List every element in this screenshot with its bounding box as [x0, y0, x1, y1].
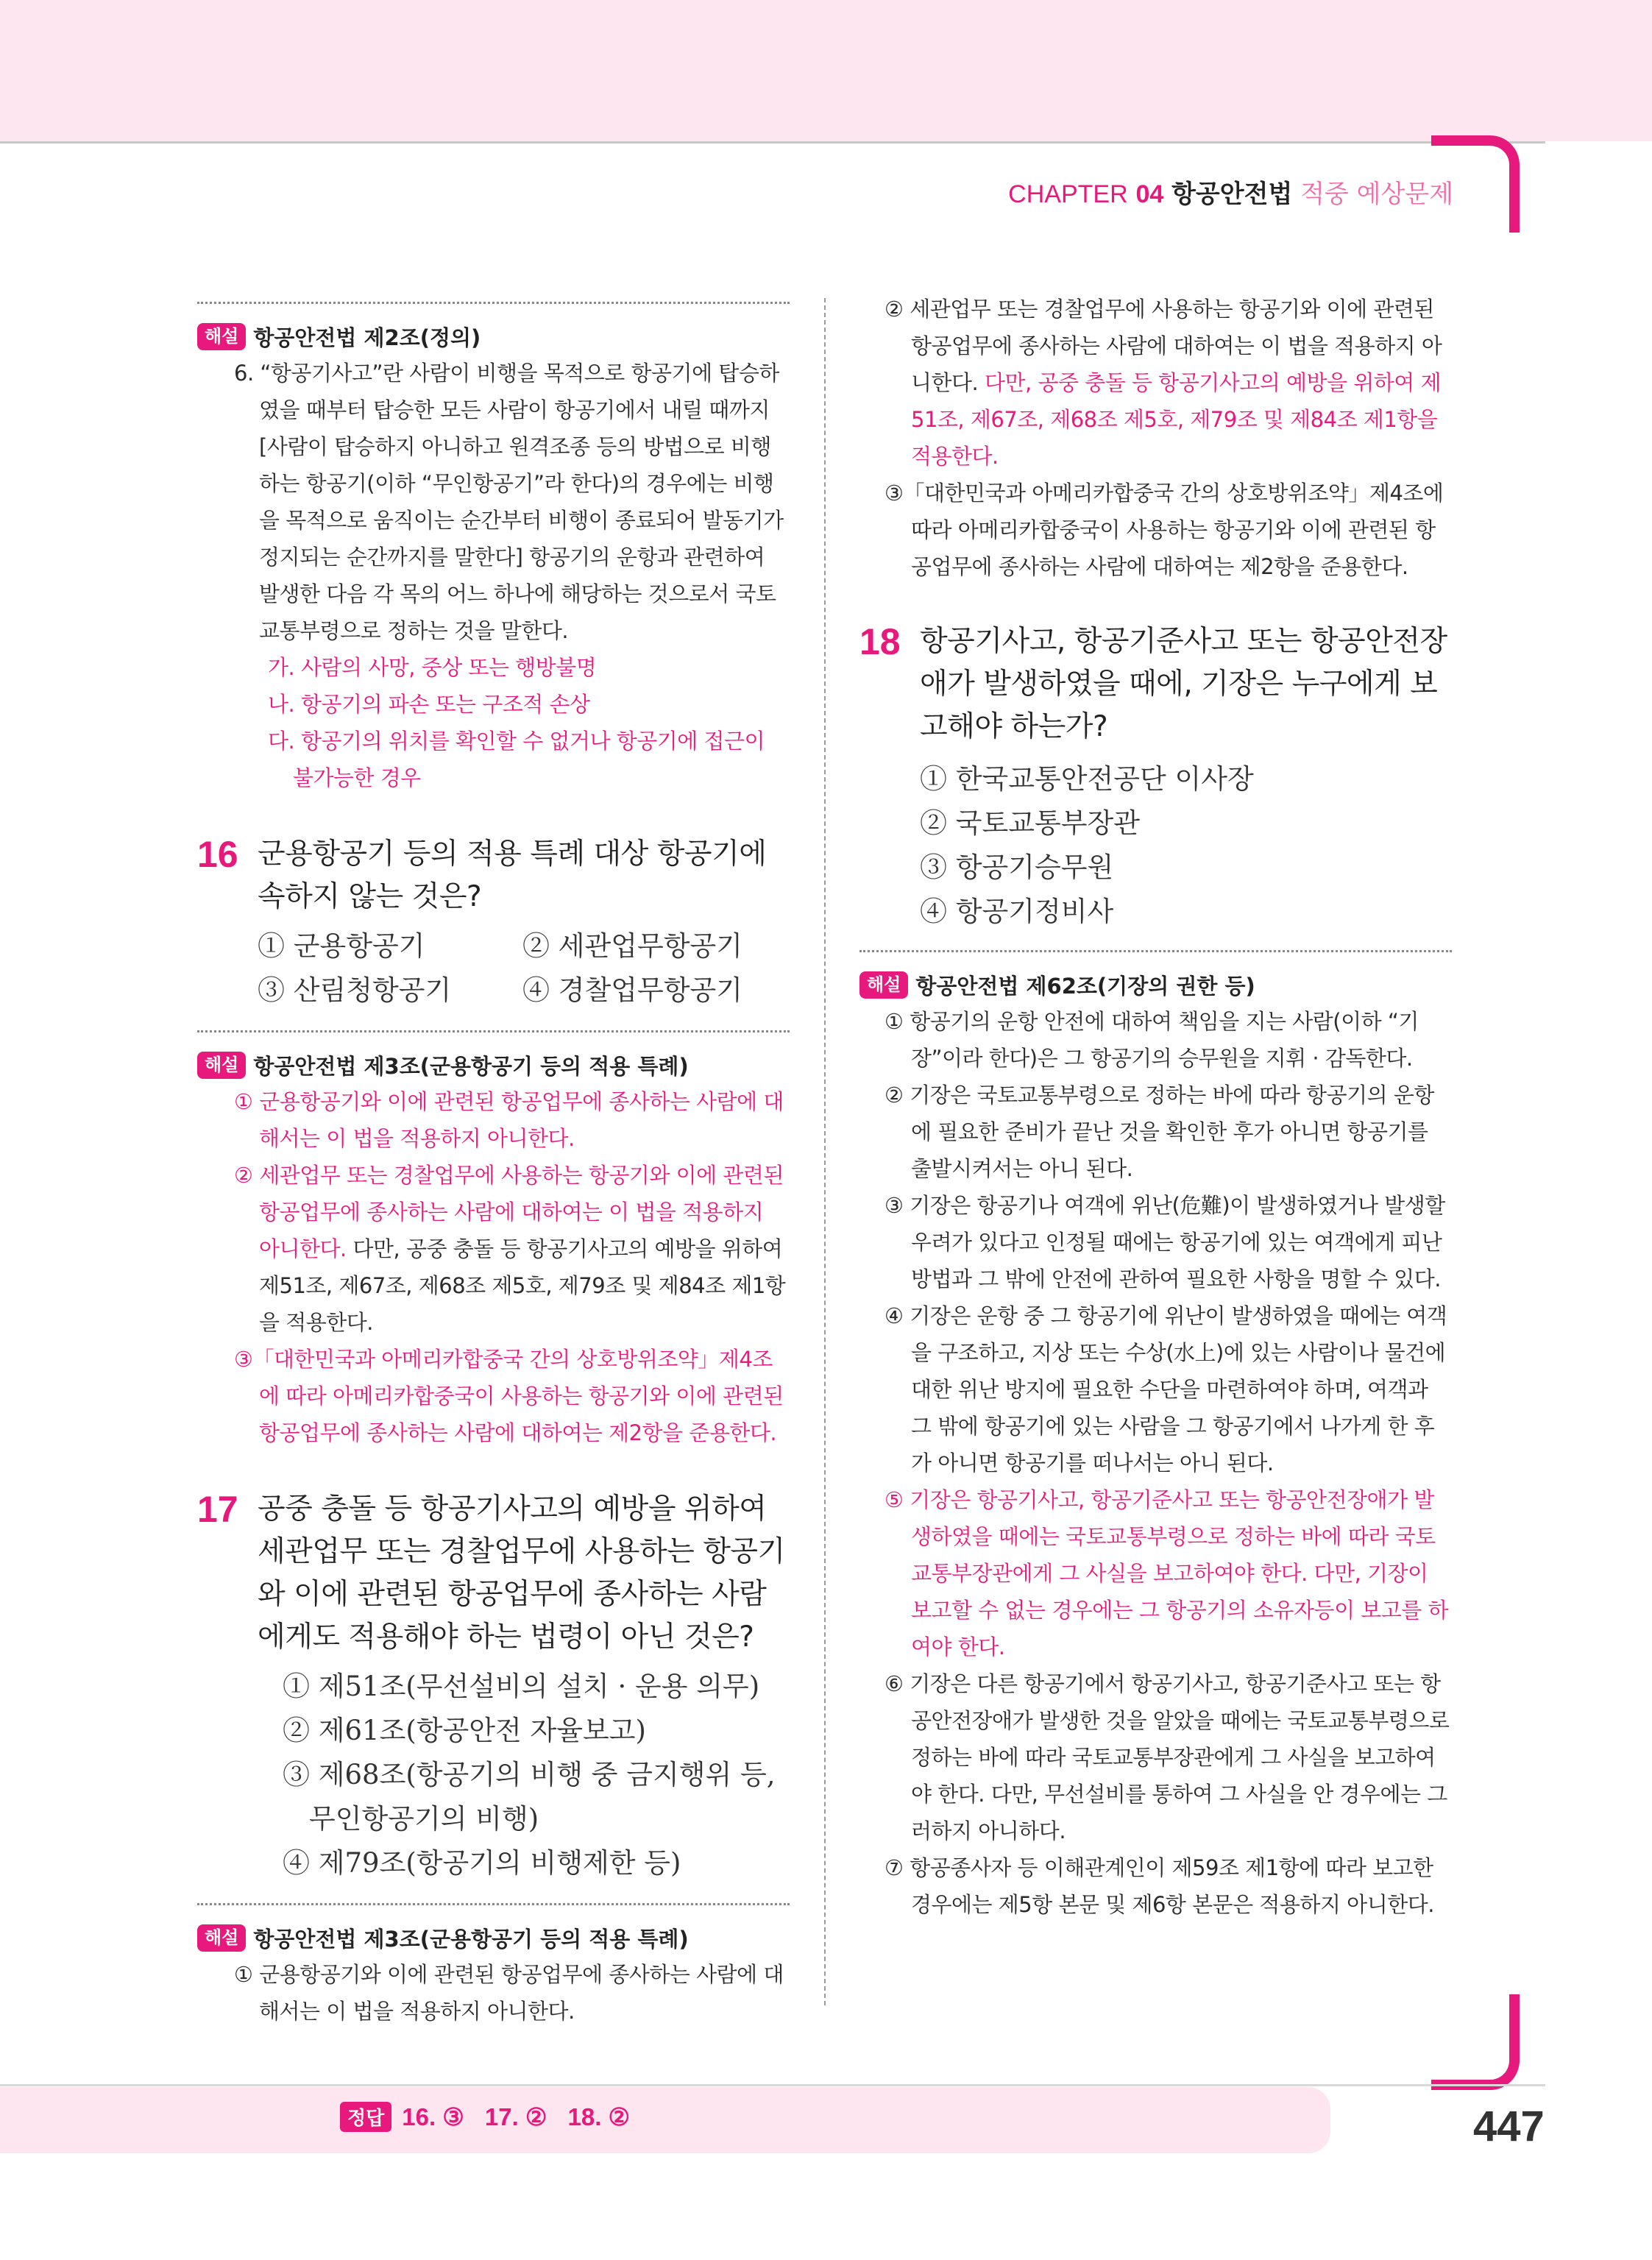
option[interactable]: ① 한국교통안전공단 이사장	[920, 763, 1254, 795]
option[interactable]: ② 세관업무항공기	[522, 930, 742, 962]
question-text: 항공기사고, 항공기준사고 또는 항공안전장애가 발생하였을 때에, 기장은 누구에게 보고해야 하는가?	[920, 625, 1447, 743]
plain-text: ② 세관업무 또는 경찰업무에 사용하는 항공기와 이에 관련된 항공업무에 종사하는 사람에 대하여는 이 법을 적용하지 아니한다.	[885, 297, 1442, 395]
question-16	[197, 833, 790, 918]
explanation-paragraph: ⑤ 기장은 항공기사고, 항공기준사고 또는 항공안전장애가 발생하였을 때에는 국토교통부령으로 정하는 바에 따라 국토교통부장관에게 그 사실을 보고하여야 한다. 다만, 기장이 보고할 수 없는 경우에는 그 항공기의 소유자등이 보고를 하여야 한다.	[885, 1487, 1449, 1659]
right-column	[859, 291, 1452, 1923]
option[interactable]: ④ 경찰업무항공기	[522, 974, 742, 1006]
explanation-paragraph: ② 기장은 국토교통부령으로 정하는 바에 따라 항공기의 운항에 필요한 준비가 끝난 것을 확인한 후가 아니면 항공기를 출발시켜서는 아니 된다.	[885, 1083, 1434, 1181]
chapter-label: CHAPTER	[1008, 180, 1128, 208]
column-divider	[824, 298, 826, 2005]
explanation-paragraph	[197, 1157, 790, 1341]
explanation-title: 항공안전법 제3조(군용항공기 등의 적용 특례)	[253, 1054, 689, 1079]
option[interactable]: ① 제51조(무선설비의 설치 · 운용 의무)	[283, 1671, 760, 1702]
question-number: 16	[197, 834, 238, 875]
footer-rule	[0, 2084, 1545, 2086]
explanation-paragraph: ③「대한민국과 아메리카합중국 간의 상호방위조약」제4조에 따라 아메리카합중국이 사용하는 항공기와 이에 관련된 항공업무에 종사하는 사람에 대하여는 제2항을 준용한다.	[885, 481, 1444, 579]
corner-bracket-bottom	[1431, 1994, 1520, 2090]
dotted-rule	[197, 1030, 790, 1032]
highlighted-text: 다만, 공중 충돌 등 항공기사고의 예방을 위하여 제51조, 제67조, 제68조 제5호, 제79조 및 제84조 제1항을 적용한다.	[911, 370, 1442, 469]
explanation-paragraph: ③「대한민국과 아메리카합중국 간의 상호방위조약」제4조에 따라 아메리카합중국이 사용하는 항공기와 이에 관련된 항공업무에 종사하는 사람에 대하여는 제2항을 준용한다.	[234, 1347, 784, 1445]
plain-text: 다만, 공중 충돌 등 항공기사고의 예방을 위하여 제51조, 제67조, 제68조 제5호, 제79조 및 제84조 제1항을 적용한다.	[259, 1236, 786, 1335]
explanation-badge: 해설	[197, 1924, 246, 1952]
explanation-badge: 해설	[859, 971, 908, 999]
question-text: 공중 충돌 등 항공기사고의 예방을 위하여 세관업무 또는 경찰업무에 사용하는 항공기와 이에 관련된 항공업무에 종사하는 사람에게도 적용해야 하는 법령이 아닌 것은?	[258, 1492, 785, 1654]
explanation-title: 항공안전법 제2조(정의)	[253, 325, 481, 350]
chapter-number: 04	[1135, 180, 1164, 208]
answer-item: 18. ②	[567, 2103, 631, 2130]
option-list	[197, 1665, 790, 1885]
explanation-paragraph: ④ 기장은 운항 중 그 항공기에 위난이 발생하였을 때에는 여객을 구조하고, 지상 또는 수상(水上)에 있는 사람이나 물건에 대한 위난 방지에 필요한 수단을 마련하여야 하며, 여객과 그 밖에 항공기에 있는 사람을 그 항공기에서 나가게 한 후가 아니면 항공기를 떠나서는 아니 된다.	[885, 1303, 1447, 1476]
option[interactable]: ② 제61조(항공안전 자율보고)	[283, 1715, 646, 1746]
dotted-rule	[197, 302, 790, 304]
option[interactable]: ③ 제68조(항공기의 비행 중 금지행위 등, 무인항공기의 비행)	[283, 1759, 776, 1835]
explanation-header	[859, 970, 1452, 1000]
page-number: 447	[1473, 2103, 1545, 2150]
dotted-rule	[859, 950, 1452, 952]
explanation-badge: 해설	[197, 1052, 246, 1079]
highlighted-text: ② 세관업무 또는 경찰업무에 사용하는 항공기와 이에 관련된 항공업무에 종사하는 사람에 대하여는 이 법을 적용하지 아니한다.	[234, 1163, 784, 1261]
option-row	[197, 924, 790, 968]
answer-item: 17. ②	[484, 2103, 547, 2130]
explanation-title: 항공안전법 제62조(기장의 권한 등)	[915, 974, 1255, 999]
explanation-header	[197, 322, 790, 352]
option[interactable]: ③ 항공기승무원	[920, 851, 1114, 883]
question-number: 17	[197, 1489, 238, 1530]
explanation-paragraph: ⑥ 기장은 다른 항공기에서 항공기사고, 항공기준사고 또는 항공안전장애가 발생한 것을 알았을 때에는 국토교통부령으로 정하는 바에 따라 국토교통부장관에게 그 사실을 보고하여야 한다. 다만, 무선설비를 통하여 그 사실을 안 경우에는 그러하지 아니하다.	[885, 1671, 1450, 1843]
option-row	[197, 968, 790, 1013]
option[interactable]: ③ 산림청항공기	[258, 974, 452, 1006]
explanation-badge: 해설	[197, 323, 246, 350]
option-list	[859, 757, 1452, 934]
explanation-paragraph: ③ 기장은 항공기나 여객에 위난(危難)이 발생하였거나 발생할 우려가 있다고 인정될 때에는 항공기에 있는 여객에게 피난방법과 그 밖에 안전에 관하여 필요한 사항을 명할 수 있다.	[885, 1193, 1445, 1292]
chapter-title: 항공안전법	[1171, 180, 1293, 209]
explanation-paragraph: ① 군용항공기와 이에 관련된 항공업무에 종사하는 사람에 대해서는 이 법을 적용하지 아니한다.	[234, 1962, 784, 2024]
option[interactable]: ① 군용항공기	[258, 930, 425, 962]
chapter-header	[1008, 174, 1453, 210]
explanation-item: 가. 사람의 사망, 중상 또는 행방불명	[268, 655, 597, 680]
answer-key	[340, 2102, 650, 2132]
explanation-item: 나. 항공기의 파손 또는 구조적 손상	[268, 692, 590, 717]
explanation-paragraph: ① 항공기의 운항 안전에 대하여 책임을 지는 사람(이하 “기장”이라 한다)은 그 항공기의 승무원을 지휘 · 감독한다.	[885, 1009, 1419, 1071]
option[interactable]: ④ 제79조(항공기의 비행제한 등)	[283, 1847, 681, 1879]
option[interactable]: ④ 항공기정비사	[920, 896, 1114, 927]
question-17	[197, 1488, 790, 1659]
explanation-item: 다. 항공기의 위치를 확인할 수 없거나 항공기에 접근이 불가능한 경우	[268, 729, 765, 790]
question-text: 군용항공기 등의 적용 특례 대상 항공기에 속하지 않는 것은?	[258, 837, 767, 913]
question-number: 18	[859, 621, 901, 662]
explanation-body: 6. “항공기사고”란 사람이 비행을 목적으로 항공기에 탑승하였을 때부터 탑승한 모든 사람이 항공기에서 내릴 때까지[사람이 탑승하지 아니하고 원격조종 등의 방법으로 비행하는 항공기(이하 “무인항공기”라 한다)의 경우에는 비행을 목적으로 움직이는 순간부터 비행이 종료되어 발동기가 정지되는 순간까지를 말한다] 항공기의 운항과 관련하여 발생한 다음 각 목의 어느 하나에 해당하는 것으로서 국토교통부령으로 정하는 것을 말한다.	[234, 361, 784, 643]
dotted-rule	[197, 1903, 790, 1905]
left-column	[197, 302, 790, 2030]
footer-band	[0, 2087, 1330, 2153]
explanation-paragraph: ⑦ 항공종사자 등 이해관계인이 제59조 제1항에 따라 보고한 경우에는 제5항 본문 및 제6항 본문은 적용하지 아니한다.	[885, 1855, 1434, 1917]
option[interactable]: ② 국토교통부장관	[920, 807, 1140, 839]
section-title: 적중 예상문제	[1300, 180, 1453, 209]
top-band	[0, 0, 1652, 141]
explanation-header	[197, 1050, 790, 1080]
explanation-paragraph	[859, 291, 1452, 475]
explanation-paragraph: ① 군용항공기와 이에 관련된 항공업무에 종사하는 사람에 대해서는 이 법을 적용하지 아니한다.	[234, 1089, 784, 1151]
explanation-title: 항공안전법 제3조(군용항공기 등의 적용 특례)	[253, 1927, 689, 1952]
explanation-header	[197, 1923, 790, 1953]
question-18	[859, 620, 1452, 748]
answer-badge: 정답	[340, 2102, 391, 2132]
answer-item: 16. ③	[402, 2103, 464, 2130]
